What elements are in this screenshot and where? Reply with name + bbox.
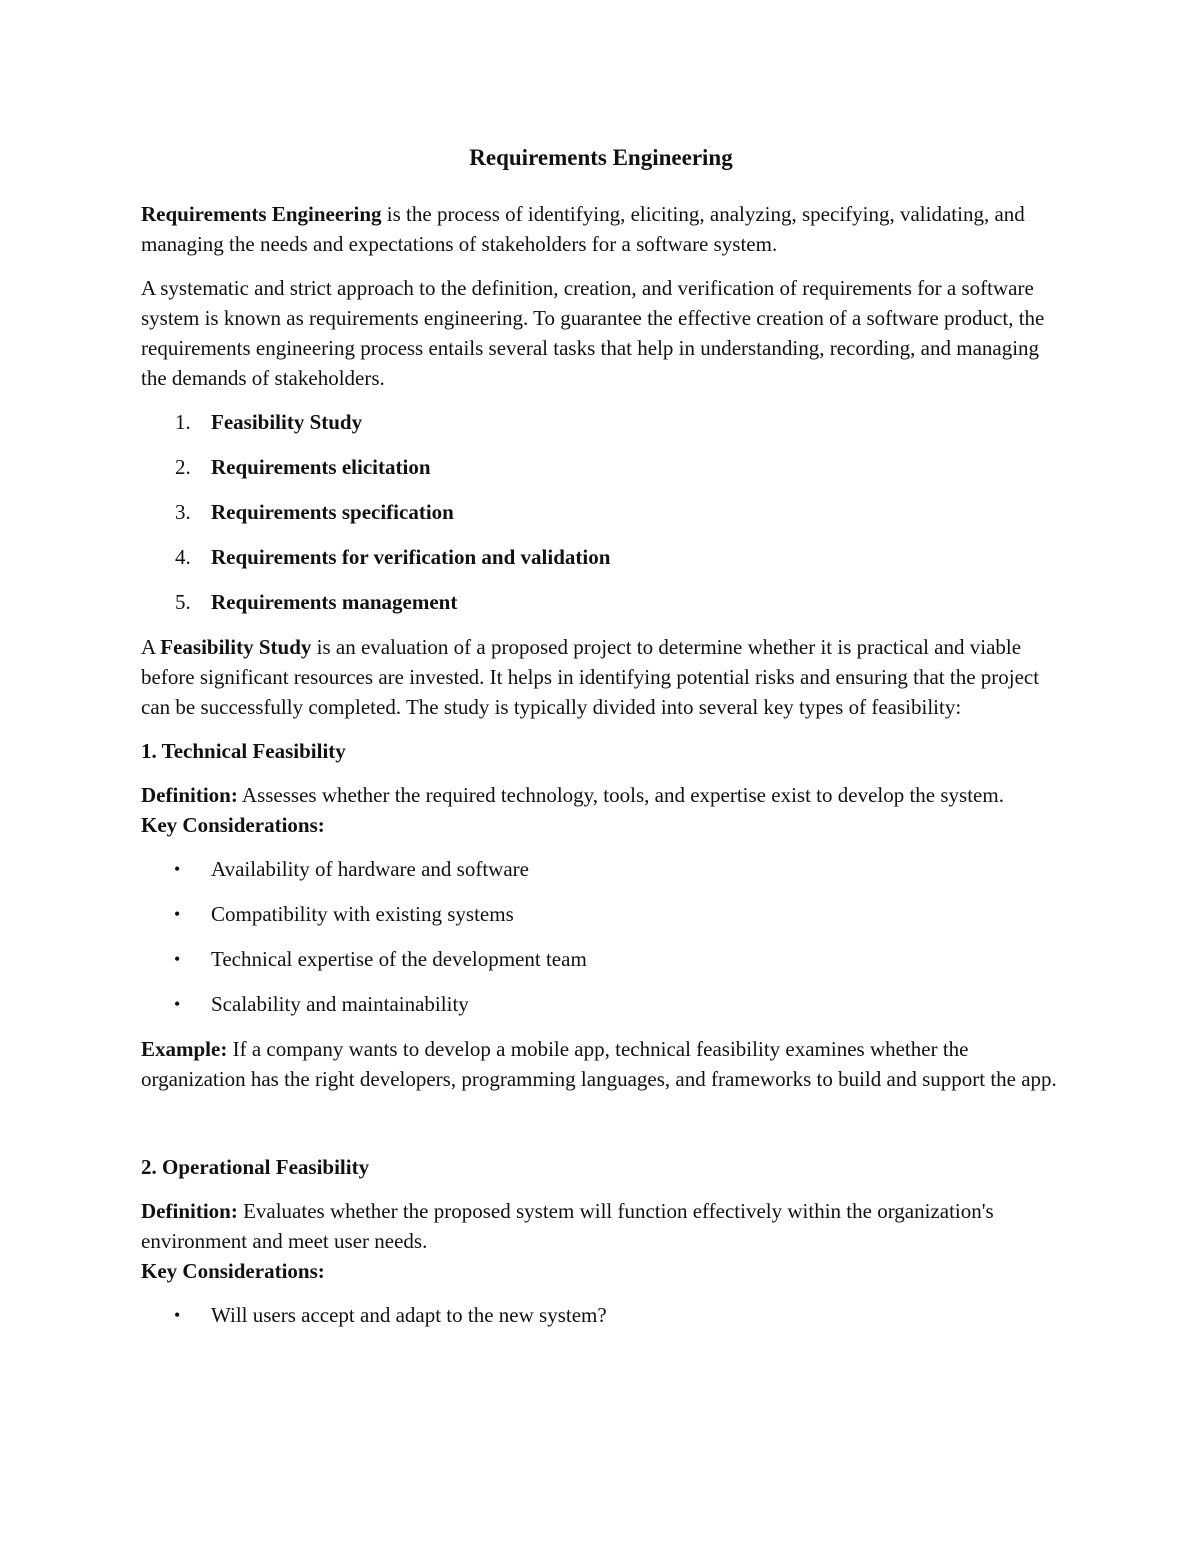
intro-term: Requirements Engineering [141,202,382,226]
list-item [141,497,1061,527]
technical-definition [141,780,1061,810]
document-title: Requirements Engineering [469,145,733,170]
list-item-label: Scalability and maintainability [211,992,469,1016]
list-item-label: Will users accept and adapt to the new system? [211,1303,607,1327]
list-number: 2. [175,455,191,479]
operational-definition-block [141,1196,1061,1286]
operational-definition [141,1196,1061,1256]
technical-considerations-list [141,854,1061,1019]
definition-text: Assesses whether the required technology, tools, and expertise exist to develop the system. [237,783,1004,807]
list-item-label: Requirements specification [211,500,454,524]
list-number: 1. [175,410,191,434]
key-considerations-text: Key Considerations: [141,1259,325,1283]
feasibility-prefix: A [141,635,161,659]
list-number: 5. [175,590,191,614]
technical-example-paragraph [141,1034,1061,1094]
intro-text: is the process of identifying, eliciting, analyzing, specifying, validating, and managing the needs and expectations of stakeholders for a software system. [141,202,1025,256]
list-number: 3. [175,500,191,524]
list-item-label: Requirements for verification and validation [211,545,611,569]
technical-feasibility-heading: 1. Technical Feasibility [141,739,346,763]
list-item [141,587,1061,617]
overview-paragraph: A systematic and strict approach to the definition, creation, and verification of requirements for a software system is known as requirements engineering. To guarantee the effective creation of a software product, the requirements engineering process entails several tasks that help in understanding, recording, and managing the demands of stakeholders. [141,276,1045,390]
feasibility-text: is an evaluation of a proposed project to determine whether it is practical and viable before significant resources are invested. It helps in identifying potential risks and ensuring that the project can be successfully completed. The study is typically divided into several key types of feasibility: [141,635,1040,719]
bullet-icon: • [174,859,181,879]
process-steps-list [141,407,1061,617]
bullet-icon: • [174,904,181,924]
document-page [141,140,1061,1345]
list-item-label: Feasibility Study [211,410,363,434]
list-item-label: Requirements management [211,590,458,614]
list-item [141,899,1061,929]
operational-considerations-list [141,1300,1061,1330]
bullet-icon: • [174,994,181,1014]
list-item [141,452,1061,482]
definition-label: Definition: [141,1199,238,1223]
definition-label: Definition: [141,783,238,807]
list-item [141,542,1061,572]
list-item-label: Technical expertise of the development team [211,947,587,971]
example-label: Example: [141,1037,228,1061]
section-spacer [141,1108,1061,1152]
bullet-icon: • [174,1305,181,1325]
list-item [141,407,1061,437]
key-considerations-label [141,810,1061,840]
list-number: 4. [175,545,191,569]
list-item [141,1300,1061,1330]
definition-text: Evaluates whether the proposed system will function effectively within the organization's environment and meet user needs. [141,1199,994,1253]
list-item [141,989,1061,1019]
key-considerations-text: Key Considerations: [141,813,325,837]
operational-feasibility-heading: 2. Operational Feasibility [141,1155,370,1179]
list-item-label: Compatibility with existing systems [211,902,514,926]
key-considerations-label [141,1256,1061,1286]
list-item-label: Requirements elicitation [211,455,431,479]
bullet-icon: • [174,949,181,969]
feasibility-term: Feasibility Study [160,635,312,659]
list-item [141,854,1061,884]
list-item-label: Availability of hardware and software [211,857,529,881]
intro-paragraph [141,199,1061,259]
feasibility-intro-paragraph [141,632,1061,722]
technical-definition-block [141,780,1061,840]
list-item [141,944,1061,974]
example-text: If a company wants to develop a mobile app, technical feasibility examines whether the organization has the right developers, programming languages, and frameworks to build and support the app. [141,1037,1057,1091]
